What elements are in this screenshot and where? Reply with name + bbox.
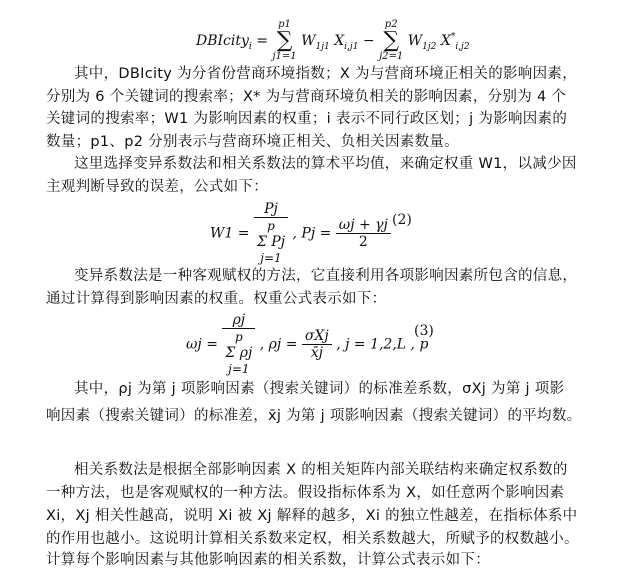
p1-line-1: 其中，DBIcity 为分省份营商环境指数；X 为与营商环境正相关的影响因素， (74, 66, 578, 82)
formula-dbicity: DBIcity$_i$ = p1 ∑ j1=1 $W_{1j1}$ $X_{i,j1} - p2$ ∑ j2=1 $W_{1j2}$ $X^*_{i,j2}$ (196, 19, 470, 62)
formula2-frac2: $\frac{\omega j + \gamma j}{2}$ (336, 217, 391, 250)
p3-line-2: 通过计算得到影响因素的权重。权重公式表示如下： (46, 291, 387, 307)
equation-number-2: (2) (392, 212, 412, 228)
p4-line-1: 其中，ρj 为第 j 项影响因素（搜索关键词）的标准差系数，σXj 为第 j 项影 (74, 381, 565, 397)
formula3-frac2: $\frac{\text{σXj}}{x̄j}$ (302, 328, 332, 361)
p5-line-4: 的作用也越小。这说明计算相关系数来定权，相关系数越大，所赋予的权数越小。 (46, 531, 579, 547)
p1-line-4: 数量；p1、p2 分别表示与营商环境正相关、负相关因素数量。 (46, 134, 459, 150)
p4-line-2: 响因素（搜索关键词）的标准差，x̄j 为第 j 项影响因素（搜索关键词）的平均数。 (46, 408, 582, 424)
p5-line-3: Xi，Xj 相关性越高，说明 Xi 被 Xj 解释的越多，Xi 的独立性越差，在指标体系中 (46, 508, 578, 524)
p5-line-1: 相关系数法是根据全部影响因素 X 的相关矩阵内部关联结构来确定权系数的 (74, 462, 568, 478)
sum-positive: p1 ∑ j1=1 (272, 19, 297, 62)
formula-weight: W1 = Pj p Σ Pj j=1 , Pj = $\frac{\omega j + \gamma j}{2}$ (210, 201, 391, 266)
formula2-frac1-den: p Σ Pj j=1 (256, 219, 286, 265)
p5-line-5: 计算每个影响因素与其他影响因素的相关系数，计算公式表示如下： (46, 552, 490, 568)
sum-negative: p2 ∑ j2=1 (379, 19, 404, 62)
formula2-frac1: Pj p Σ Pj j=1 (254, 201, 288, 266)
p2-line-1: 这里选择变异系数法和相关系数法的算术平均值，来确定权重 W1，以减少因 (74, 156, 577, 172)
equation-number-3: (3) (414, 323, 434, 339)
p5-line-2: 一种方法，也是客观赋权的一种方法。假设指标体系为 X，如任意两个影响因素 (46, 485, 565, 501)
formula-variation: ωj = ρj p Σ ρj j=1 , ρj = $\frac{\text{σXj}}{x̄j}$ , j = 1,2,L , p (186, 312, 429, 376)
p1-line-2: 分别为 6 个关键词的搜索率；X* 为与营商环境负相关的影响因素，分别为 4 个 (46, 89, 567, 105)
p2-line-2: 主观判断导致的误差，公式如下： (46, 179, 268, 195)
formula1-lhs: DBIcity (196, 33, 249, 49)
formula3-frac1: ρj p Σ ρj j=1 (222, 312, 255, 377)
formula3-frac1-den: p Σ ρj j=1 (225, 330, 253, 376)
p3-line-1: 变异系数法是一种客观赋权的方法，它直接利用各项影响因素所包含的信息， (74, 268, 578, 284)
p1-line-3: 关键词的搜索率；W1 为影响因素的权重；i 表示不同行政区划；j 为影响因素的 (46, 111, 568, 127)
